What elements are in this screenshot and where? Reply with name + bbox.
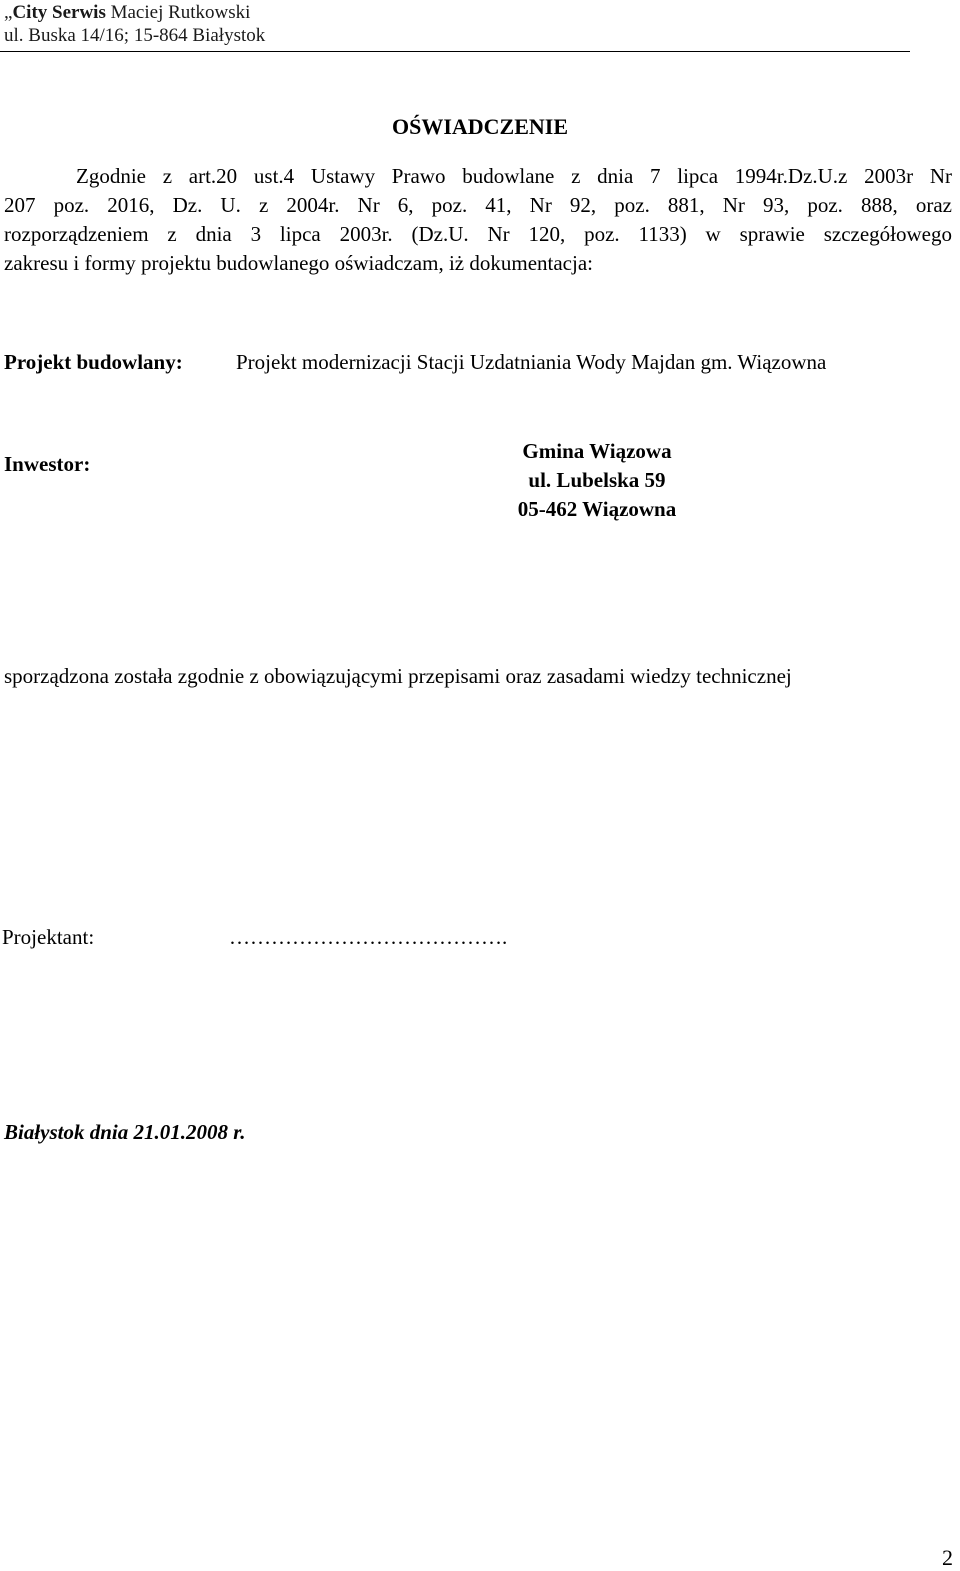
investor-label: Inwestor:: [4, 452, 91, 476]
place-and-date: Białystok dnia 21.01.2008 r.: [4, 1120, 246, 1144]
company-name-bold: City Serwis: [12, 2, 106, 23]
intro-paragraph: [4, 162, 952, 278]
intro-line: Zgodnie z art.20 ust.4 Ustawy Prawo budowlane z dnia 7 lipca 1994r.Dz.U.z 2003r Nr: [76, 164, 952, 188]
investor-street: ul. Lubelska 59: [528, 468, 666, 492]
intro-line: rozporządzeniem z dnia 3 lipca 2003r. (Dz.U. Nr 120, poz. 1133) w sprawie szczegółowego: [4, 222, 952, 246]
page-number: 2: [942, 1545, 953, 1570]
compliance-statement: sporządzona została zgodnie z obowiązującymi przepisami oraz zasadami wiedzy technicznej: [4, 664, 792, 688]
intro-line: 207 poz. 2016, Dz. U. z 2004r. Nr 6, poz. 41, Nr 92, poz. 881, Nr 93, poz. 888, oraz: [4, 193, 952, 217]
investor-city: 05-462 Wiązowna: [517, 497, 677, 521]
company-owner: Maciej Rutkowski: [105, 2, 251, 23]
project-label: Projekt budowlany:: [4, 350, 183, 374]
company-address: ul. Buska 14/16; 15-864 Białystok: [4, 25, 266, 46]
designer-signature-line: ………………………………….: [229, 925, 508, 949]
company-name: [4, 2, 250, 24]
company-quote: „: [4, 2, 13, 23]
investor-name: Gmina Wiązowa: [522, 439, 672, 463]
project-value: Projekt modernizacji Stacji Uzdatniania Wody Majdan gm. Wiązowna: [236, 350, 827, 374]
document-title: OŚWIADCZENIE: [391, 114, 569, 139]
header-divider: [0, 51, 910, 52]
intro-line: zakresu i formy projektu budowlanego oświadczam, iż dokumentacja:: [4, 251, 593, 275]
designer-label: Projektant:: [2, 925, 95, 949]
